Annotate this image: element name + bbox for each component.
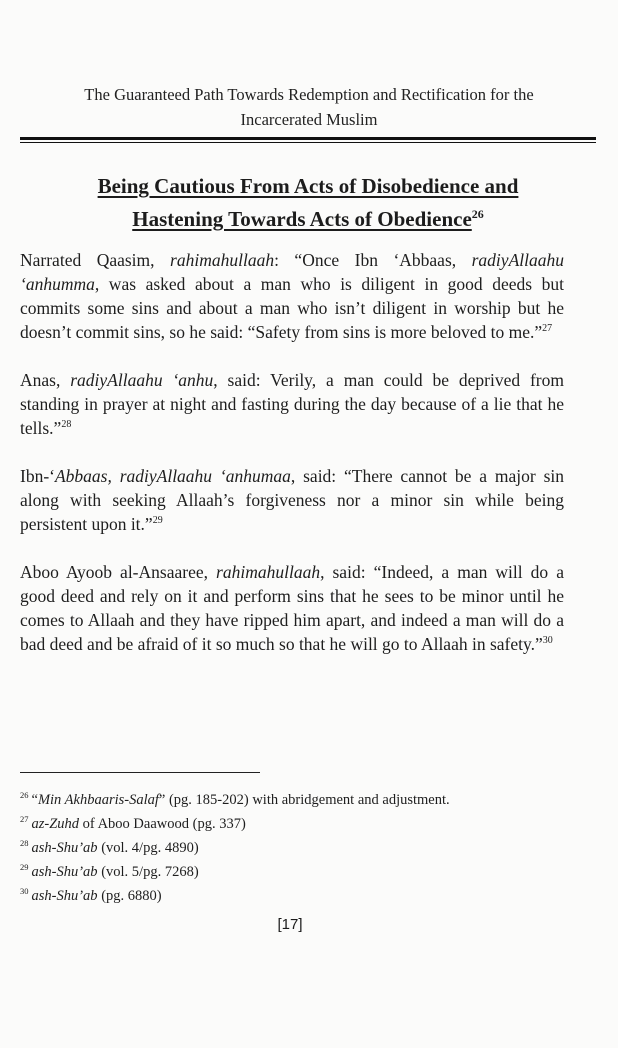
text-run: (pg. 6880) <box>97 888 162 904</box>
source-title: ash-Shu’ab <box>31 864 98 880</box>
text-run: : “Once Ibn ‘Abbaas, <box>274 250 472 270</box>
footnote-27 <box>20 812 580 836</box>
running-header-line-1: The Guaranteed Path Towards Redemption and Rectification for the <box>84 85 534 104</box>
text-run: (vol. 5/pg. 7268) <box>97 864 199 880</box>
text-run: , said: “There cannot be a major sin along with seeking Allaah’s forgiveness nor a minor sin while being persistent upon it.” <box>20 466 565 534</box>
header-rule-thin <box>20 142 596 143</box>
text-run: of Aboo Daawood (pg. 337) <box>79 816 246 832</box>
running-header <box>20 82 598 132</box>
footnote-ref: 29 <box>152 515 163 527</box>
title-footnote-ref: 26 <box>471 207 484 221</box>
text-run: “ <box>31 792 38 808</box>
footnote-ref: 30 <box>542 635 553 647</box>
footnote-number: 27 <box>20 814 29 825</box>
paragraph-anas <box>20 368 564 440</box>
footnote-separator <box>20 772 260 773</box>
source-title: ash-Shu’ab <box>31 888 98 904</box>
body-text <box>20 248 564 680</box>
text-run: Anas, <box>20 370 71 390</box>
text-run: Ibn-‘ <box>20 466 55 486</box>
source-title: Min Akhbaaris-Salaf <box>37 792 159 808</box>
page-number: [17] <box>277 916 303 933</box>
section-title <box>20 172 596 233</box>
footnote-30 <box>20 884 580 908</box>
footnote-26 <box>20 788 580 812</box>
section-title-line-2: Hastening Towards Acts of Obedience <box>132 207 472 231</box>
running-header-line-2: Incarcerated Muslim <box>240 110 378 129</box>
source-title: az-Zuhd <box>31 816 80 832</box>
footnote-number: 26 <box>20 790 29 801</box>
footnotes <box>20 788 580 908</box>
text-run: ” (pg. 185-202) with abridgement and adjustment. <box>158 792 450 808</box>
text-run: , was asked about a man who is diligent in good deeds but commits some sins and about a man who isn’t diligent in worship but he doesn’t commit sins, so he said: “Safety from sins is more beloved to me.” <box>20 274 564 342</box>
source-title: ash-Shu’ab <box>31 840 98 856</box>
footnote-number: 30 <box>20 886 29 897</box>
header-rule-thick <box>20 137 596 140</box>
section-title-line-1: Being Cautious From Acts of Disobedience and <box>97 174 519 198</box>
text-run: Narrated Qaasim, <box>20 250 171 270</box>
footnote-number: 28 <box>20 838 29 849</box>
text-run: , said: Verily, a man could be deprived from standing in prayer at night and fasting during the day because of a lie that he tells.” <box>20 370 564 438</box>
honorific: radiyAllaahu ‘anhumma <box>20 250 564 294</box>
footnote-number: 29 <box>20 862 29 873</box>
honorific: rahimahullaah <box>170 250 275 270</box>
footnote-28 <box>20 836 580 860</box>
paragraph-qaasim <box>20 248 564 344</box>
honorific: radiyAllaahu ‘anhu <box>70 370 214 390</box>
paragraph-ibn-abbaas <box>20 464 564 536</box>
text-run: , said: “Indeed, a man will do a good deed and rely on it and perform sins that he sees to be minor until he comes to Allaah and they have ripped him apart, and indeed a man will do a bad deed and be afraid of it so much so that he will go to Allaah in safety.” <box>20 562 564 654</box>
text-run: Aboo Ayoob al-Ansaaree, <box>20 562 217 582</box>
footnote-ref: 27 <box>542 323 553 335</box>
paragraph-aboo-ayoob <box>20 560 564 656</box>
footnote-29 <box>20 860 580 884</box>
honorific: rahimahullaah <box>216 562 321 582</box>
text-run: (vol. 4/pg. 4890) <box>97 840 199 856</box>
honorific: Abbaas, radiyAllaahu ‘anhumaa <box>54 466 291 486</box>
footnote-ref: 28 <box>61 419 72 431</box>
